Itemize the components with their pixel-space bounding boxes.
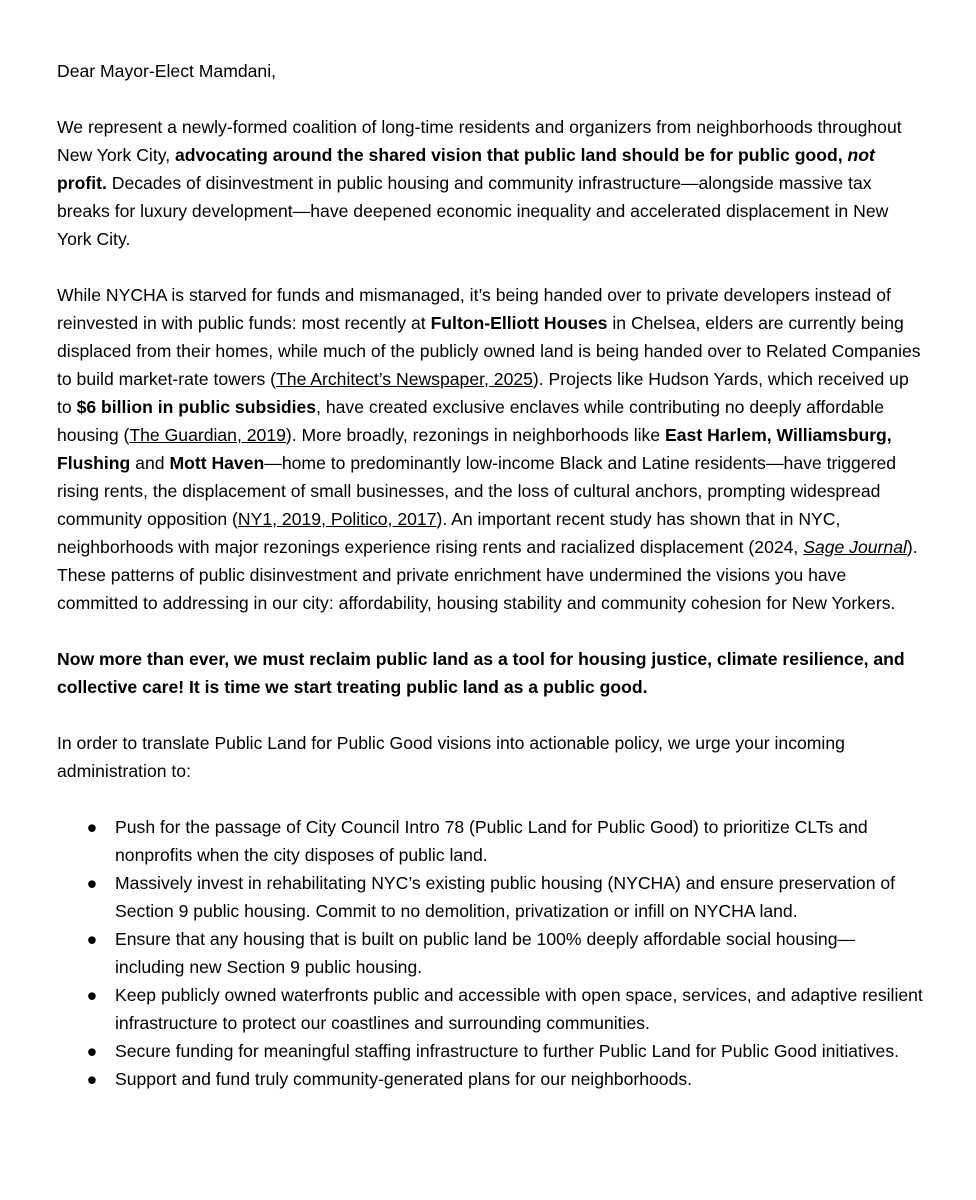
subsidies-bold: $6 billion in public subsidies — [76, 397, 317, 417]
guardian-link[interactable]: The Guardian, 2019 — [129, 425, 286, 445]
policy-bullet-item — [57, 925, 923, 981]
context-text-7: —home to predominantly low-income Black and Latine residents—have triggered rising rents, the displacement of small businesses, and the loss of cultural anchors, prompting widespread community opposition ( — [57, 453, 897, 529]
context-text-4: , have created exclusive enclaves while contributing no deeply affordable housing ( — [57, 397, 884, 445]
policy-bullet-item — [57, 981, 923, 1037]
neighborhoods-bold: East Harlem, Williamsburg, Flushing — [57, 425, 892, 473]
policy-intro-paragraph: In order to translate Public Land for Public Good visions into actionable policy, we urge your incoming administration to: — [57, 733, 845, 781]
bullet-dot-icon: ● — [86, 1069, 98, 1089]
policy-bullet-text: Push for the passage of City Council Intro 78 (Public Land for Public Good) to prioritize CLTs and nonprofits when the city disposes of public land. — [115, 817, 868, 865]
bullet-dot-icon: ● — [86, 1041, 98, 1061]
bullet-dot-icon: ● — [86, 929, 98, 949]
policy-bullet-text: Ensure that any housing that is built on public land be 100% deeply affordable social housing—including new Section 9 public housing. — [115, 929, 856, 977]
context-text-5: ). More broadly, rezonings in neighborhoods like — [285, 425, 666, 445]
intro-bold-italic: not — [847, 145, 875, 165]
ny1-link[interactable]: NY1, 2019 — [237, 509, 322, 529]
policy-bullet-text: Secure funding for meaningful staffing infrastructure to further Public Land for Public Good initiatives. — [115, 1041, 900, 1061]
politico-link[interactable]: Politico, 2017 — [330, 509, 437, 529]
intro-text-1: We represent a newly-formed coalition of long-time residents and organizers from neighborhoods throughout New York City, — [57, 117, 902, 165]
policy-bullet-text: Massively invest in rehabilitating NYC’s existing public housing (NYCHA) and ensure preservation of Section 9 public housing. Commit to no demolition, privatization or infill on NYCHA land. — [115, 873, 896, 921]
policy-bullet-list — [57, 813, 923, 1093]
context-text-3: ). Projects like Hudson Yards, which received up to — [57, 369, 909, 417]
fulton-elliott-bold: Fulton-Elliott Houses — [430, 313, 608, 333]
policy-bullet-item — [57, 813, 923, 869]
context-paragraph — [57, 281, 923, 617]
context-text-2: in Chelsea, elders are currently being displaced from their homes, while much of the publicly owned land is being handed over to Related Companies to build market-rate towers ( — [57, 313, 921, 389]
policy-bullet-item — [57, 1065, 923, 1093]
bullet-dot-icon: ● — [86, 985, 98, 1005]
link-separator[interactable]: , — [321, 509, 331, 529]
intro-bold-1: advocating around the shared vision that public land should be for public good, — [174, 145, 848, 165]
policy-bullet-item — [57, 1037, 923, 1065]
salutation: Dear Mayor-Elect Mamdani, — [57, 61, 277, 81]
context-text-1: While NYCHA is starved for funds and mismanaged, it’s being handed over to private developers instead of reinvested in with public funds: most recently at — [57, 285, 891, 333]
letter-page — [57, 57, 923, 1093]
policy-bullet-text: Support and fund truly community-generated plans for our neighborhoods. — [115, 1069, 693, 1089]
intro-text-2: Decades of disinvestment in public housing and community infrastructure—alongside massive tax breaks for luxury development—have deepened economic inequality and accelerated displacement in New York City. — [57, 173, 889, 249]
intro-paragraph — [57, 113, 923, 253]
intro-bold-2: profit. — [57, 173, 107, 193]
bullet-dot-icon: ● — [86, 873, 98, 893]
bullet-dot-icon: ● — [86, 817, 98, 837]
architects-newspaper-link[interactable]: The Architect’s Newspaper, 2025 — [276, 369, 533, 389]
call-to-action-paragraph: Now more than ever, we must reclaim public land as a tool for housing justice, climate resilience, and collective care! It is time we start treating public land as a public good. — [57, 649, 905, 697]
policy-bullet-text: Keep publicly owned waterfronts public and accessible with open space, services, and adaptive resilient infrastructure to protect our coastlines and surrounding communities. — [115, 985, 923, 1033]
policy-bullet-item — [57, 869, 923, 925]
context-text-8: ). An important recent study has shown that in NYC, neighborhoods with major rezonings experience rising rents and racialized displacement (2024, — [57, 509, 841, 557]
context-text-6: and — [130, 453, 170, 473]
context-text-9: ). These patterns of public disinvestment and private enrichment have undermined the visions you have committed to addressing in our city: affordability, housing stability and community cohesion for New Yorkers. — [57, 537, 918, 613]
sage-journal-link[interactable]: Sage Journal — [803, 537, 907, 557]
mott-haven-bold: Mott Haven — [169, 453, 265, 473]
